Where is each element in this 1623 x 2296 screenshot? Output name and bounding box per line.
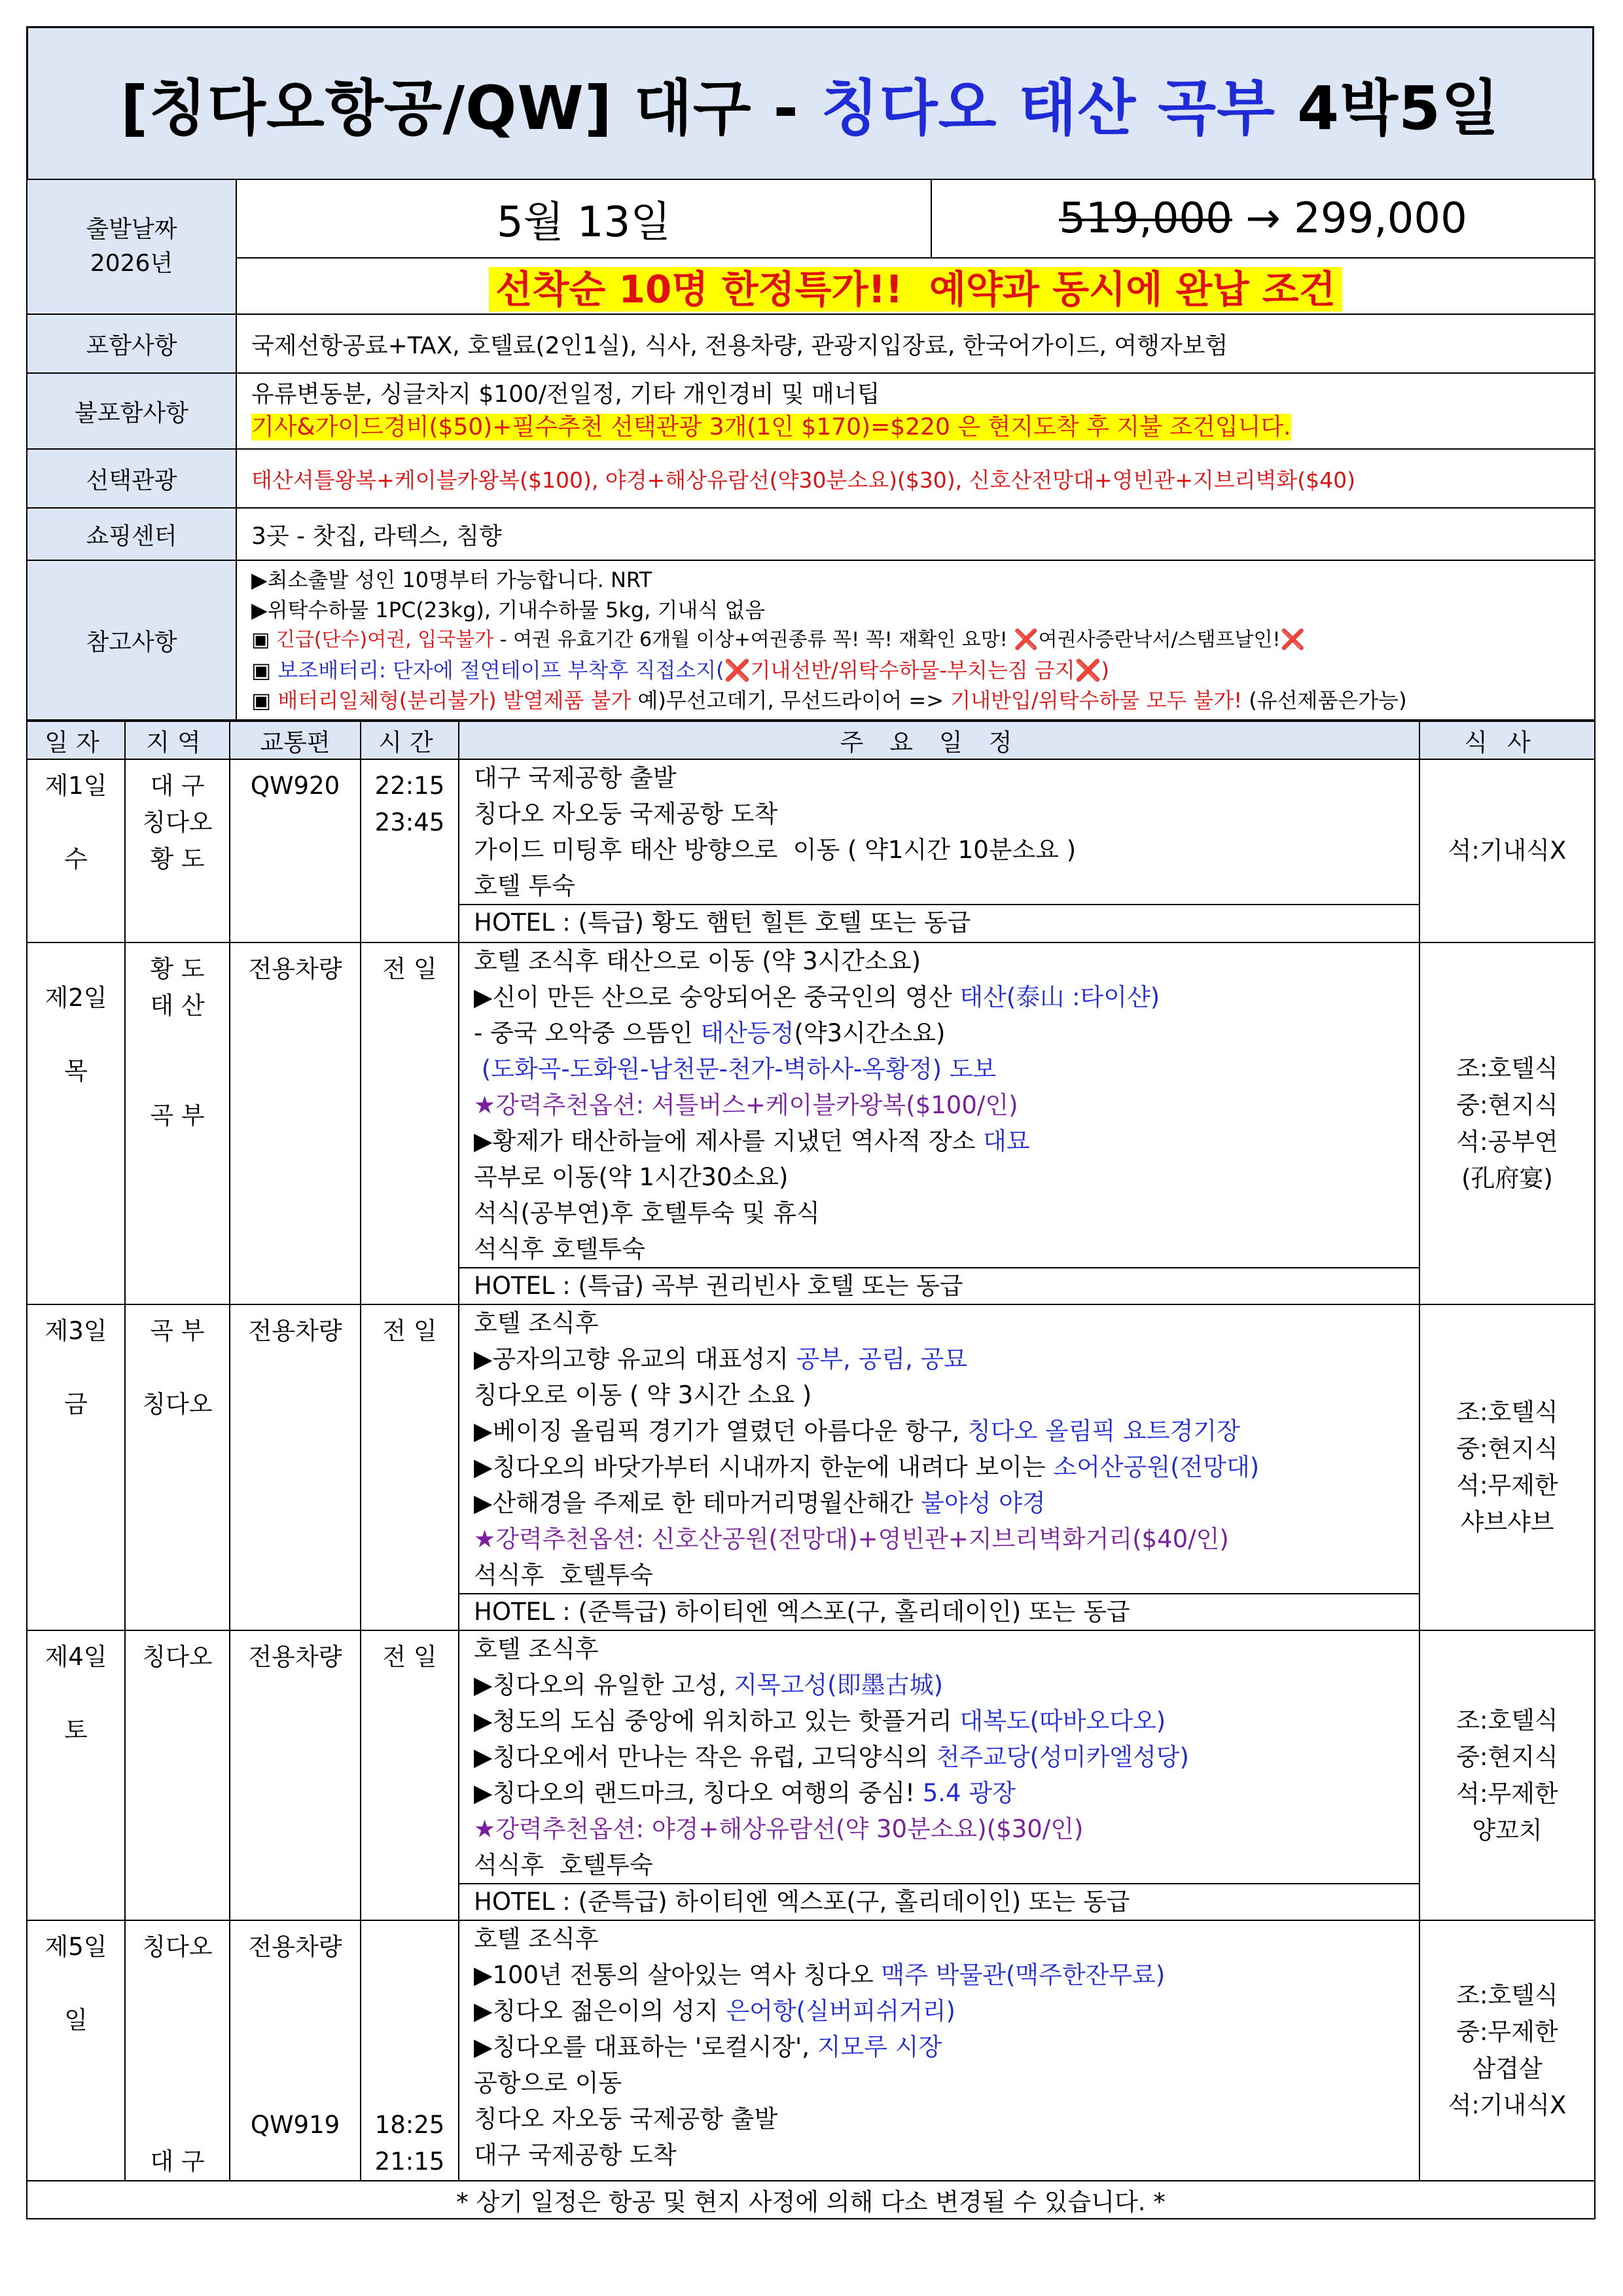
transport-cell: QW920 (230, 759, 361, 942)
departure-label-line2: 2026년 (90, 250, 173, 277)
text: ▶베이징 올림픽 경기가 열렸던 아름다운 항구, (474, 1417, 968, 1445)
transport-cell: 전용차량 (230, 942, 361, 1304)
day-label: 제2일 (45, 984, 107, 1012)
day-cell (27, 942, 125, 1304)
highlight: 5.4 광장 (922, 1779, 1016, 1807)
note-4-blue: 보조배터리: 단자에 절연테이프 부착후 직접소지( (277, 658, 724, 683)
meal: 석:공부연 (1456, 1127, 1558, 1156)
departure-label-line1: 출발날짜 (86, 216, 177, 243)
hotel-line: HOTEL : (특급) 황도 햄턴 힐튼 호텔 또는 동급 (459, 904, 1419, 941)
schedule-line (459, 1739, 1419, 1775)
col-transport: 교통편 (230, 721, 361, 759)
meal: 조:호텔식 (1456, 1706, 1558, 1734)
cross-icon: ❌ (1075, 658, 1101, 683)
included-label: 포함사항 (27, 314, 236, 373)
highlight: 맥주 박물관(맥주한잔무료) (881, 1961, 1166, 1989)
text: ▶황제가 태산하늘에 제사를 지냈던 역사적 장소 (474, 1127, 984, 1155)
day-cell (27, 759, 125, 942)
text: ▶100년 전통의 살아있는 역사 칭다오 (474, 1961, 882, 1989)
meal: 중:무제한 (1456, 2018, 1558, 2046)
cross-icon: ❌ (724, 658, 751, 683)
included-text: 국제선항공료+TAX, 호텔료(2인1실), 식사, 전용차량, 관광지입장료, 한국어가이드, 여행자보험 (236, 314, 1595, 373)
region: 대 구 (150, 2147, 205, 2176)
transport: QW919 (250, 2111, 340, 2139)
schedule-line: 곡부로 이동(약 1시간30소요) (474, 1163, 789, 1191)
time-cell (361, 759, 459, 942)
meal-cell (1419, 1920, 1595, 2181)
schedule-line: 석식후 호텔투숙 (474, 1561, 653, 1589)
departure-date: 5월 13일 (236, 179, 931, 258)
options-label: 선택관광 (27, 449, 236, 508)
meal: 샤브샤브 (1460, 1508, 1554, 1536)
schedule-line (459, 1703, 1419, 1739)
note-5-red2: 기내반입/위탁수하물 모두 불가! (950, 688, 1243, 713)
schedule-table (26, 721, 1596, 2219)
region-cell (125, 942, 230, 1304)
option-line: ★강력추천옵션: 신호산공원(전망대)+영빈관+지브리벽화거리($40/인) (474, 1525, 1229, 1553)
excluded-line2: 기사&가이드경비($50)+필수추천 선택관광 3개(1인 $170)=$220 은 현지도착 후 지불 조건입니다. (251, 414, 1291, 440)
hotel-line: HOTEL : (준특급) 하이티엔 엑스포(구, 홀리데이인) 또는 동급 (459, 1883, 1419, 1920)
meal: 석:기내식X (1448, 2091, 1567, 2119)
day-cell (27, 1630, 125, 1920)
highlight: 공부, 공림, 공묘 (796, 1345, 968, 1373)
highlight: 불야성 야경 (921, 1489, 1046, 1517)
time-cell: 전 일 (361, 942, 459, 1304)
highlight: 태산등정 (700, 1019, 794, 1047)
highlight: 천주교당(성미카엘성당) (936, 1743, 1189, 1771)
box-icon: ▣ (251, 688, 278, 713)
text: - 중국 오악중 으뜸인 (474, 1019, 701, 1047)
day-label: 제5일 (45, 1933, 107, 1961)
meal: (孔府宴) (1461, 1164, 1553, 1193)
schedule-line: 석식후 호텔투숙 (474, 1235, 645, 1263)
col-schedule: 주요일정 (459, 721, 1419, 759)
old-price: 519,000 (1059, 194, 1232, 243)
page-title (26, 26, 1594, 179)
promo-text: 선착순 10명 한정특가!! 예약과 동시에 완납 조건 (489, 267, 1342, 312)
cross-icon: ❌ (1014, 628, 1039, 651)
highlight: 대복도(따바오다오) (959, 1707, 1166, 1735)
day-row-1 (27, 759, 1595, 942)
region: 대 구 (150, 772, 205, 800)
footer-row (27, 2181, 1595, 2219)
shopping-label: 쇼핑센터 (27, 508, 236, 560)
text: (약3시간소요) (794, 1019, 946, 1047)
meal: 석:무제한 (1456, 1471, 1558, 1499)
schedule-line (459, 1667, 1419, 1703)
day-row-2 (27, 942, 1595, 1304)
schedule-line (459, 979, 1419, 1015)
notes-label: 참고사항 (27, 560, 236, 720)
hotel-line: HOTEL : (준특급) 하이티엔 엑스포(구, 홀리데이인) 또는 동급 (459, 1593, 1419, 1630)
weekday: 일 (64, 2006, 88, 2034)
note-2: ▶위탁수하물 1PC(23kg), 기내수하물 5kg, 기내식 없음 (251, 598, 766, 622)
highlight: 은어항(실버피쉬거리) (726, 1997, 955, 2025)
day-row-5 (27, 1920, 1595, 2181)
weekday: 목 (64, 1057, 88, 1085)
schedule-line: 호텔 투숙 (474, 872, 575, 900)
col-time: 시간 (361, 721, 459, 759)
col-meal: 식사 (1419, 721, 1595, 759)
schedule-line: 대구 국제공항 출발 (474, 764, 677, 792)
region: 곡 부 (150, 1317, 205, 1345)
meal: 중:현지식 (1456, 1435, 1558, 1463)
highlight: 칭다오 올림픽 요트경기장 (967, 1417, 1240, 1445)
region: 곡 부 (150, 1102, 205, 1130)
text: ▶칭다오에서 만나는 작은 유럽, 고딕양식의 (474, 1743, 936, 1771)
note-5-text1: 예)무선고데기, 무선드라이어 => (631, 688, 951, 713)
schedule-line: 칭다오 자오둥 국제공항 도착 (474, 800, 778, 828)
new-price: 299,000 (1294, 194, 1467, 243)
departure-label (27, 179, 236, 314)
text: ▶칭다오를 대표하는 '로컬시장', (474, 2033, 817, 2061)
schedule-line (459, 1485, 1419, 1521)
schedule-line (459, 2029, 1419, 2065)
box-icon: ▣ (251, 628, 276, 651)
option-line: ★강력추천옵션: 셔틀버스+케이블카왕복($100/인) (474, 1091, 1018, 1119)
meal: 양꼬치 (1472, 1816, 1543, 1844)
schedule-line: 호텔 조식후 태산으로 이동 (약 3시간소요) (474, 947, 921, 975)
transport: 전용차량 (248, 1933, 342, 1961)
promo-banner (236, 258, 1595, 314)
text: ▶칭다오의 랜드마크, 칭다오 여행의 중심! (474, 1779, 923, 1807)
excluded-label: 불포함사항 (27, 373, 236, 449)
meal: 삼겹살 (1472, 2054, 1543, 2083)
meal: 조:호텔식 (1456, 1054, 1558, 1083)
time: 23:45 (374, 808, 445, 836)
itinerary-page (26, 26, 1594, 2219)
cross-icon: ❌ (1280, 628, 1305, 651)
note-5 (251, 685, 1580, 715)
schedule-line (459, 1341, 1419, 1377)
schedule-cell (459, 1920, 1419, 2181)
col-day: 일자 (27, 721, 125, 759)
day-label: 제3일 (45, 1317, 107, 1345)
notes-cell (236, 560, 1595, 720)
day-row-3 (27, 1304, 1595, 1630)
time: 22:15 (374, 772, 445, 800)
schedule-line: 공항으로 이동 (474, 2069, 622, 2097)
meal: 조:호텔식 (1456, 1981, 1558, 2009)
col-region: 지역 (125, 721, 230, 759)
schedule-line (459, 1957, 1419, 1993)
schedule-line (459, 1775, 1419, 1811)
excluded-line2-wrap (251, 411, 1580, 444)
day-cell (27, 1920, 125, 2181)
note-5-red1: 배터리일체형(분리불가) 발열제품 불가 (277, 688, 632, 713)
day-row-4 (27, 1630, 1595, 1920)
weekday: 토 (64, 1716, 88, 1744)
transport-cell: 전용차량 (230, 1630, 361, 1920)
highlight: 소어산공원(전망대) (1053, 1453, 1260, 1481)
hotel-line: HOTEL : (특급) 곡부 권리빈사 호텔 또는 동급 (459, 1267, 1419, 1304)
day-label: 제1일 (45, 772, 107, 800)
transport-cell: 전용차량 (230, 1304, 361, 1630)
note-3 (251, 625, 1580, 655)
schedule-line (459, 1015, 1419, 1051)
info-table (26, 179, 1596, 721)
schedule-line: 석식(공부연)후 호텔투숙 및 휴식 (474, 1199, 820, 1227)
note-3-text: - 여권 유효기간 6개월 이상+여권종류 꼭! 꼭! 재확인 요망! (493, 628, 1014, 651)
note-1: ▶최소출발 성인 10명부터 가능합니다. NRT (251, 567, 652, 592)
meal-cell (1419, 1304, 1595, 1630)
price-cell (931, 179, 1595, 258)
text: ▶산해경을 주제로 한 테마거리명월산해간 (474, 1489, 921, 1517)
text: ▶신이 만든 산으로 숭앙되어온 중국인의 영산 (474, 983, 960, 1011)
text: ▶청도의 도심 중앙에 위치하고 있는 핫플거리 (474, 1707, 960, 1735)
weekday: 수 (64, 845, 88, 873)
day-cell (27, 1304, 125, 1630)
region: 칭다오 (142, 1933, 213, 1961)
note-5-text2: (유선제품은가능) (1242, 688, 1407, 713)
region: 칭다오 (142, 1390, 213, 1418)
region-cell (125, 759, 230, 942)
schedule-cell (459, 942, 1419, 1304)
region: 칭다오 (142, 808, 213, 836)
option-line: ★강력추천옵션: 야경+해상유람선(약 30분소요)($30/인) (474, 1815, 1084, 1843)
options-text: 태산셔틀왕복+케이블카왕복($100), 야경+해상유람선(약30분소요)($30), 신호산전망대+영빈관+지브리벽화($40) (236, 449, 1595, 508)
title-suffix: 4박5일 (1275, 73, 1500, 143)
schedule-cell (459, 1304, 1419, 1630)
note-4 (251, 655, 1580, 685)
text: ▶칭다오의 바닷가부터 시내까지 한눈에 내려다 보이는 (474, 1453, 1054, 1481)
excluded-line1: 유류변동분, 싱글차지 $100/전일정, 기타 개인경비 및 매너팁 (251, 381, 880, 408)
text: ▶칭다오 젊은이의 성지 (474, 1997, 726, 2025)
schedule-line (459, 1413, 1419, 1449)
highlight: 대묘 (983, 1127, 1030, 1155)
weekday: 금 (64, 1390, 88, 1418)
region-cell (125, 1920, 230, 2181)
excluded-cell (236, 373, 1595, 449)
schedule-cell (459, 759, 1419, 942)
schedule-line: 대구 국제공항 도착 (474, 2141, 677, 2169)
schedule-line: 호텔 조식후 (474, 1309, 599, 1337)
time-cell (361, 1920, 459, 2181)
text: ▶공자의고향 유교의 대표성지 (474, 1345, 796, 1373)
transport-cell (230, 1920, 361, 2181)
schedule-line (459, 1993, 1419, 2029)
meal-cell (1419, 942, 1595, 1304)
schedule-line: (도화곡-도화원-남천문-천가-벽하사-옥황정) 도보 (474, 1055, 997, 1083)
text: ▶칭다오의 유일한 고성, (474, 1671, 734, 1699)
title-prefix: [칭다오항공/QW] 대구 - (120, 73, 821, 143)
meal: 중:현지식 (1456, 1742, 1558, 1771)
region-cell: 칭다오 (125, 1630, 230, 1920)
region: 태 산 (150, 992, 205, 1020)
schedule-line: 칭다오 자오둥 국제공항 출발 (474, 2105, 778, 2133)
time: 18:25 (374, 2111, 445, 2139)
schedule-line: 칭다오로 이동 ( 약 3시간 소요 ) (474, 1381, 812, 1409)
note-4-red: 기내선반/위탁수하물-부치는짐 금지 (750, 658, 1075, 683)
region: 황 도 (150, 955, 205, 983)
meal: 석:무제한 (1456, 1779, 1558, 1808)
time-cell: 전 일 (361, 1304, 459, 1630)
box-icon: ▣ (251, 658, 278, 683)
meal-cell: 석:기내식X (1419, 759, 1595, 942)
meal: 조:호텔식 (1456, 1398, 1558, 1426)
region-cell (125, 1304, 230, 1630)
region: 황 도 (150, 845, 205, 873)
time-cell: 전 일 (361, 1630, 459, 1920)
schedule-line: 석식후 호텔투숙 (474, 1851, 653, 1879)
highlight: 태산(泰山 :타이샨) (959, 983, 1160, 1011)
schedule-line (459, 1449, 1419, 1485)
note-3-tail: 여권사증란낙서/스탬프날인! (1038, 628, 1281, 651)
schedule-cell (459, 1630, 1419, 1920)
schedule-line: 호텔 조식후 (474, 1925, 599, 1953)
meal: 중:현지식 (1456, 1090, 1558, 1119)
title-highlight: 칭다오 태산 곡부 (820, 73, 1276, 143)
meal-cell (1419, 1630, 1595, 1920)
schedule-header (27, 721, 1595, 759)
note-3-red: 긴급(단수)여권, 입국불가 (276, 628, 494, 651)
highlight: 지목고성(即墨古城) (734, 1671, 944, 1699)
highlight: 지모루 시장 (817, 2033, 942, 2061)
note-4-end: ) (1101, 658, 1109, 683)
schedule-line: 호텔 조식후 (474, 1635, 599, 1663)
day-label: 제4일 (45, 1643, 107, 1671)
price-arrow: → (1245, 194, 1281, 243)
schedule-line: 가이드 미팅후 태산 방향으로 이동 ( 약1시간 10분소요 ) (474, 836, 1077, 864)
footer-note: * 상기 일정은 항공 및 현지 사정에 의해 다소 변경될 수 있습니다. * (27, 2181, 1595, 2219)
time: 21:15 (374, 2147, 445, 2176)
schedule-line (459, 1123, 1419, 1159)
shopping-text: 3곳 - 찻집, 라텍스, 침향 (236, 508, 1595, 560)
